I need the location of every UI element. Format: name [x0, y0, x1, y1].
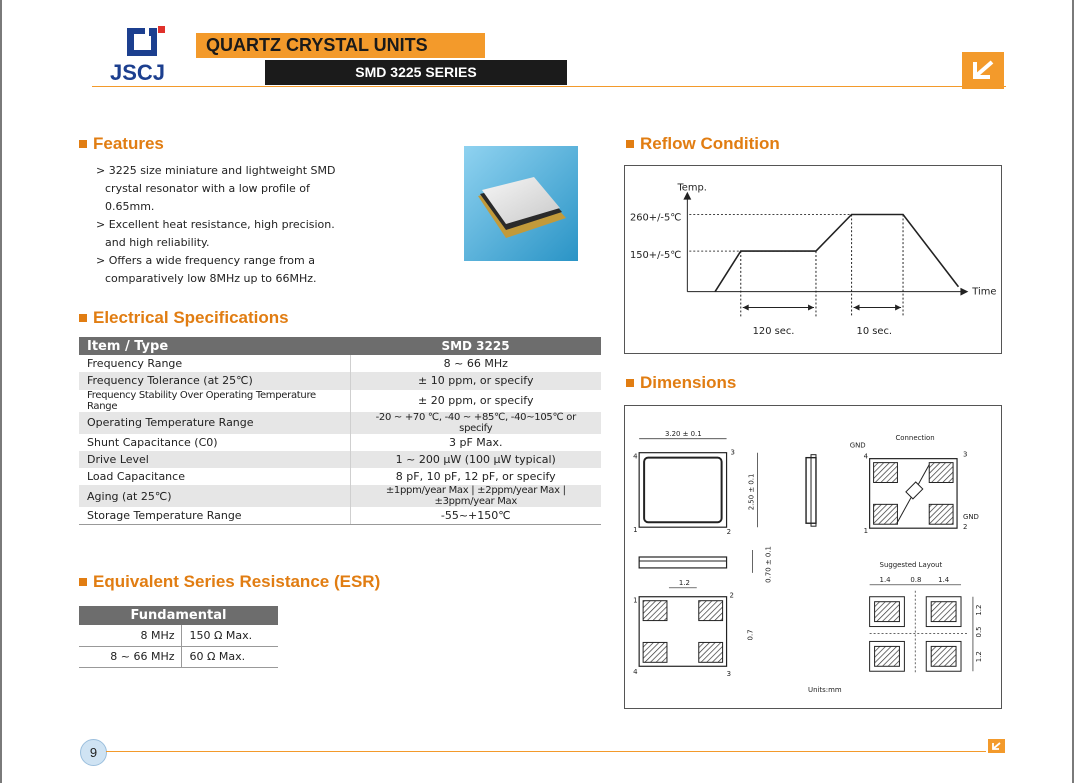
- table-header-row: [79, 606, 278, 625]
- width-dimension: 3.20 ± 0.1: [664, 429, 702, 438]
- units-label: Units:mm: [808, 686, 842, 695]
- pin-label: 1: [633, 596, 638, 605]
- heading-bullet: [79, 314, 87, 322]
- electrical-spec-table: [79, 337, 601, 525]
- dimensions-drawing: [624, 405, 1002, 709]
- features-list: [96, 162, 356, 288]
- time-axis-label: Time: [972, 286, 997, 298]
- heading-bullet: [626, 379, 634, 387]
- level-high-label: 260+/-5℃: [629, 212, 682, 224]
- esr-heading-text: Equivalent Series Resistance (ESR): [93, 572, 381, 591]
- column-header-type: SMD 3225: [350, 337, 601, 355]
- feature-line: > 3225 size miniature and lightweight SMD: [96, 164, 336, 177]
- pad-height-dimension: 0.7: [746, 629, 755, 641]
- table-row: [79, 390, 601, 412]
- thickness-dimension: 0.70 ± 0.1: [764, 546, 773, 583]
- arrow-corner-icon: [988, 739, 1005, 753]
- feature-line: crystal resonator with a low profile of: [105, 182, 310, 195]
- feature-line: 0.65mm.: [105, 200, 155, 213]
- pin-label: 2: [963, 523, 968, 532]
- table-header-row: [79, 337, 601, 355]
- spec-value: 3 pF Max.: [448, 435, 503, 449]
- table-row: [79, 646, 278, 667]
- table-row: [79, 372, 601, 389]
- spec-value: -20 ~ +70 ℃, -40 ~ +85℃, -40~105℃ or specify: [350, 412, 601, 434]
- layout-dimension: 1.4: [879, 575, 891, 584]
- electrical-heading: [79, 308, 289, 328]
- spec-value: 1 ~ 200 μW (100 μW typical): [350, 451, 601, 468]
- header-divider: [92, 86, 1006, 87]
- column-header-fundamental: Fundamental: [79, 606, 278, 625]
- feature-line: > Excellent heat resistance, high precision.: [96, 218, 335, 231]
- footer-divider: [106, 751, 986, 752]
- spec-value: -55~+150℃: [350, 507, 601, 524]
- duration-label: 10 sec.: [856, 326, 893, 338]
- feature-line: comparatively low 8MHz up to 66MHz.: [105, 272, 317, 285]
- pin-label: 2: [726, 528, 731, 537]
- layout-dimension: 0.5: [974, 626, 983, 638]
- spec-item: Load Capacitance: [79, 468, 350, 485]
- reflow-profile-diagram: [624, 165, 1002, 354]
- pin-label: 4: [633, 452, 638, 461]
- spec-item: Frequency Stability Over Operating Temperature Range: [79, 390, 350, 412]
- temp-axis-label: Temp.: [677, 182, 707, 194]
- esr-frequency: 8 MHz: [79, 625, 181, 646]
- layout-dimension: 1.2: [974, 651, 983, 663]
- esr-heading: [79, 572, 380, 592]
- document-title: QUARTZ CRYSTAL UNITS: [196, 33, 485, 58]
- esr-table: [79, 606, 278, 668]
- table-row: [79, 451, 601, 468]
- gnd-label: GND: [849, 441, 866, 450]
- feature-item: [96, 252, 356, 288]
- spec-item: Drive Level: [79, 451, 350, 468]
- esr-value: 60 Ω Max.: [181, 646, 278, 667]
- table-row: [79, 507, 601, 524]
- electrical-heading-text: Electrical Specifications: [93, 308, 289, 327]
- series-title: SMD 3225 SERIES: [265, 60, 567, 85]
- table-row: [79, 412, 601, 434]
- spec-value: ±1ppm/year Max | ±2ppm/year Max | ±3ppm/year Max: [350, 485, 601, 507]
- page-frame-left: [0, 0, 2, 783]
- logo-text: JSCJ: [110, 60, 166, 85]
- features-heading-text: Features: [93, 134, 164, 153]
- layout-dimension: 1.4: [938, 575, 950, 584]
- pin-label: 3: [726, 670, 731, 679]
- column-header-item: Item / Type: [79, 337, 350, 355]
- spec-item: Frequency Range: [79, 355, 350, 372]
- reflow-heading-text: Reflow Condition: [640, 134, 780, 153]
- spec-value: 8 pF, 10 pF, 12 pF, or specify: [395, 470, 556, 484]
- heading-bullet: [79, 578, 87, 586]
- table-row: [79, 434, 601, 451]
- logo-icon: [125, 26, 165, 58]
- esr-value: 150 Ω Max.: [181, 625, 278, 646]
- pin-label: 3: [963, 450, 968, 459]
- dimensions-heading-text: Dimensions: [640, 373, 737, 392]
- arrow-corner-icon: [962, 52, 1004, 89]
- features-heading: [79, 134, 164, 154]
- reflow-heading: [626, 134, 780, 154]
- level-low-label: 150+/-5℃: [629, 250, 682, 262]
- spec-item: Frequency Tolerance (at 25℃): [79, 372, 350, 389]
- dimensions-heading: [626, 373, 736, 393]
- feature-line: and high reliability.: [105, 236, 210, 249]
- suggested-layout-label: Suggested Layout: [879, 560, 943, 569]
- pin-label: 1: [633, 526, 638, 535]
- layout-dimension: 0.8: [910, 575, 922, 584]
- pin-label: 4: [633, 668, 638, 677]
- pad-width-dimension: 1.2: [678, 578, 690, 587]
- pin-label: 2: [729, 591, 734, 600]
- feature-item: [96, 216, 356, 252]
- esr-frequency: 8 ~ 66 MHz: [79, 646, 181, 667]
- spec-value: ± 20 ppm, or specify: [418, 394, 534, 408]
- spec-value: ± 10 ppm, or specify: [350, 372, 601, 389]
- connection-label: Connection: [895, 433, 935, 442]
- height-dimension: 2.50 ± 0.1: [747, 473, 756, 511]
- table-row: [79, 485, 601, 507]
- gnd-label: GND: [963, 513, 979, 522]
- page-number: 9: [80, 739, 107, 766]
- spec-item: Aging (at 25℃): [79, 485, 350, 507]
- heading-bullet: [79, 140, 87, 148]
- layout-dimension: 1.2: [974, 604, 983, 616]
- feature-item: [96, 162, 356, 216]
- spec-item: Operating Temperature Range: [79, 412, 350, 434]
- table-row: [79, 355, 601, 372]
- reflow-curve: [715, 214, 958, 291]
- table-row: [79, 625, 278, 646]
- feature-line: > Offers a wide frequency range from a: [96, 254, 315, 267]
- table-row: [79, 468, 601, 485]
- duration-label: 120 sec.: [752, 326, 795, 338]
- pin-label: 3: [730, 448, 735, 457]
- spec-value: 8 ~ 66 MHz: [443, 357, 508, 371]
- spec-item: Storage Temperature Range: [79, 507, 350, 524]
- heading-bullet: [626, 140, 634, 148]
- pin-label: 4: [863, 452, 869, 461]
- crystal-product-image: [464, 146, 578, 261]
- spec-item: Shunt Capacitance (C0): [79, 434, 350, 451]
- pin-label: 1: [863, 527, 869, 536]
